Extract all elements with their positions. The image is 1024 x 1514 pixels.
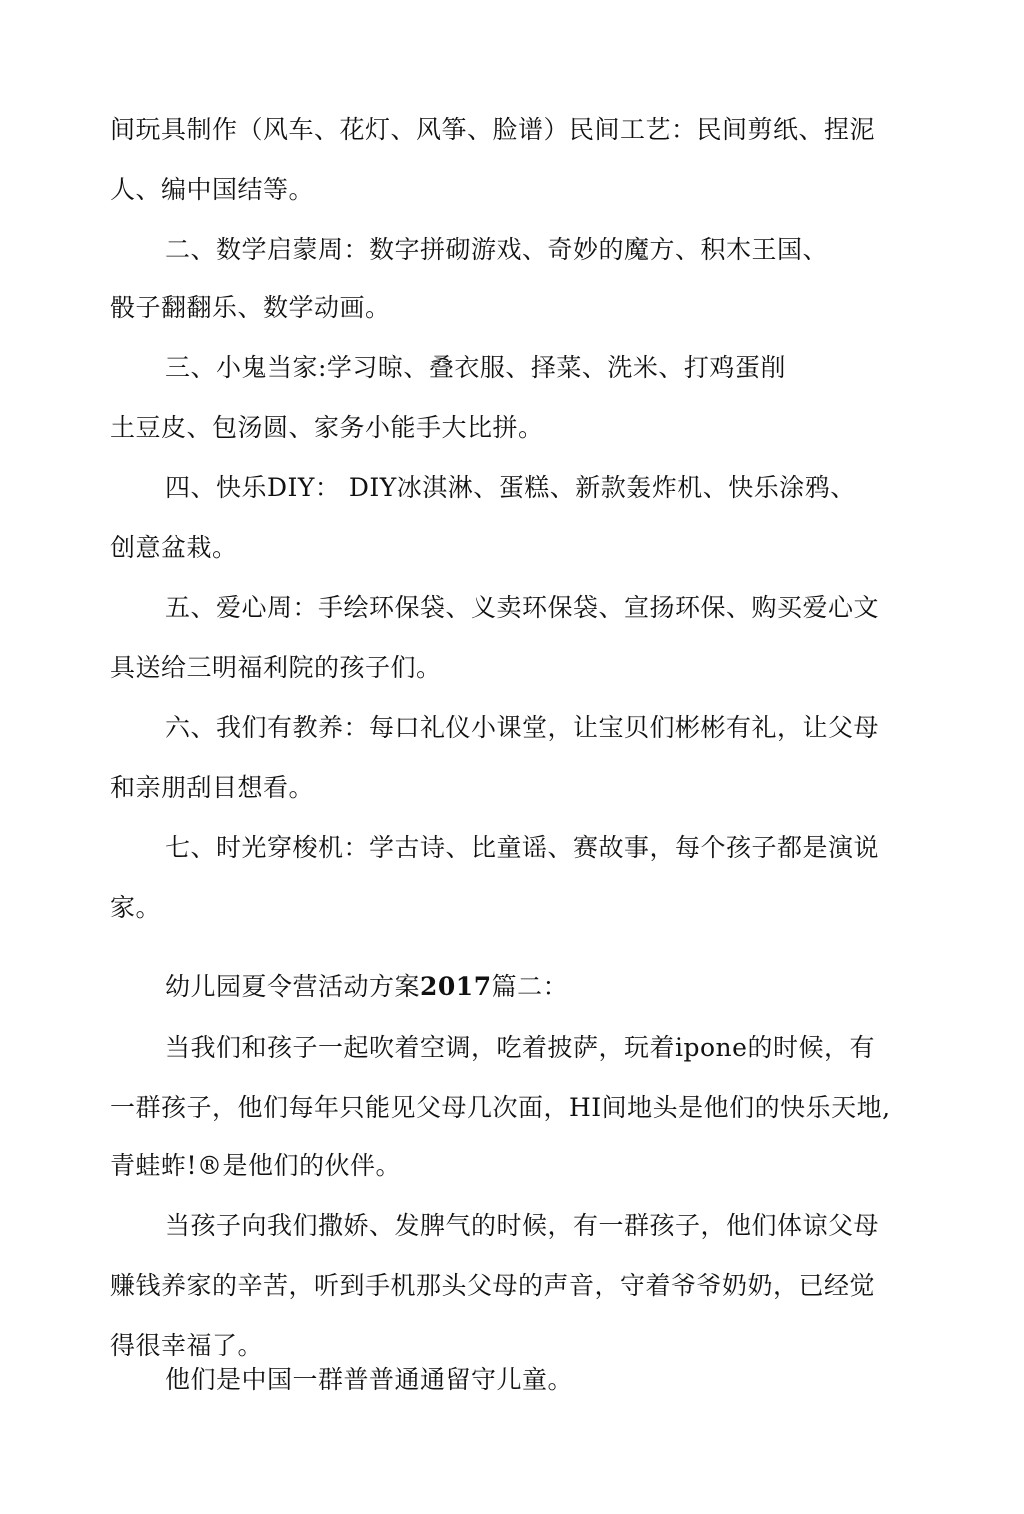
text-line: 七、时光穿梭机：学古诗、比童谣、赛故事，每个孩子都是演说	[165, 833, 880, 862]
heading-year: 2017	[420, 972, 492, 1001]
text-line: 具送给三明福利院的孩子们。	[110, 653, 442, 682]
text-line: 人、编中国结等。	[110, 175, 315, 204]
text-line: 和亲朋刮目想看。	[110, 773, 315, 802]
text-line: 当我们和孩子一起吹着空调，吃着披萨，玩着ipone的时候，有	[165, 1033, 875, 1062]
text-line: 骰子翻翻乐、数学动画。	[110, 293, 391, 322]
text-line: 家。	[110, 893, 162, 922]
text-line: 五、爱心周：手绘环保袋、义卖环保袋、宣扬环保、购买爱心文	[165, 593, 880, 622]
text-line: 当孩子向我们撒娇、发脾气的时候，有一群孩子，他们体谅父母	[165, 1211, 880, 1240]
heading-suffix: 篇二：	[491, 972, 569, 1001]
text-line: 青蛙蚱!®是他们的伙伴。	[110, 1151, 402, 1180]
text-line: 四、快乐DIY： DIY冰淇淋、蛋糕、新款轰炸机、快乐涂鸦、	[165, 473, 856, 502]
text-line: 创意盆栽。	[110, 533, 238, 562]
text-line: 他们是中国一群普普通通留守儿童。	[165, 1365, 574, 1394]
text-line: 赚钱养家的辛苦，听到手机那头父母的声音，守着爷爷奶奶，已经觉	[110, 1271, 876, 1300]
section-heading	[165, 971, 568, 1003]
text-line: 三、小鬼当家:学习晾、叠衣服、择菜、洗米、打鸡蛋削	[165, 353, 786, 382]
text-line: 二、数学启蒙周：数字拼砌游戏、奇妙的魔方、积木王国、	[165, 235, 829, 264]
text-line: 土豆皮、包汤圆、家务小能手大比拼。	[110, 413, 544, 442]
text-line: 一群孩子，他们每年只能见父母几次面，HI间地头是他们的快乐天地,	[110, 1093, 891, 1122]
text-line: 间玩具制作（风车、花灯、风筝、脸谱）民间工艺：民间剪纸、捏泥	[110, 115, 876, 144]
text-line: 得很幸福了。	[110, 1331, 264, 1360]
text-line: 六、我们有教养：每口礼仪小课堂，让宝贝们彬彬有礼，让父母	[165, 713, 880, 742]
heading-prefix: 幼儿园夏令营活动方案	[165, 972, 421, 1001]
